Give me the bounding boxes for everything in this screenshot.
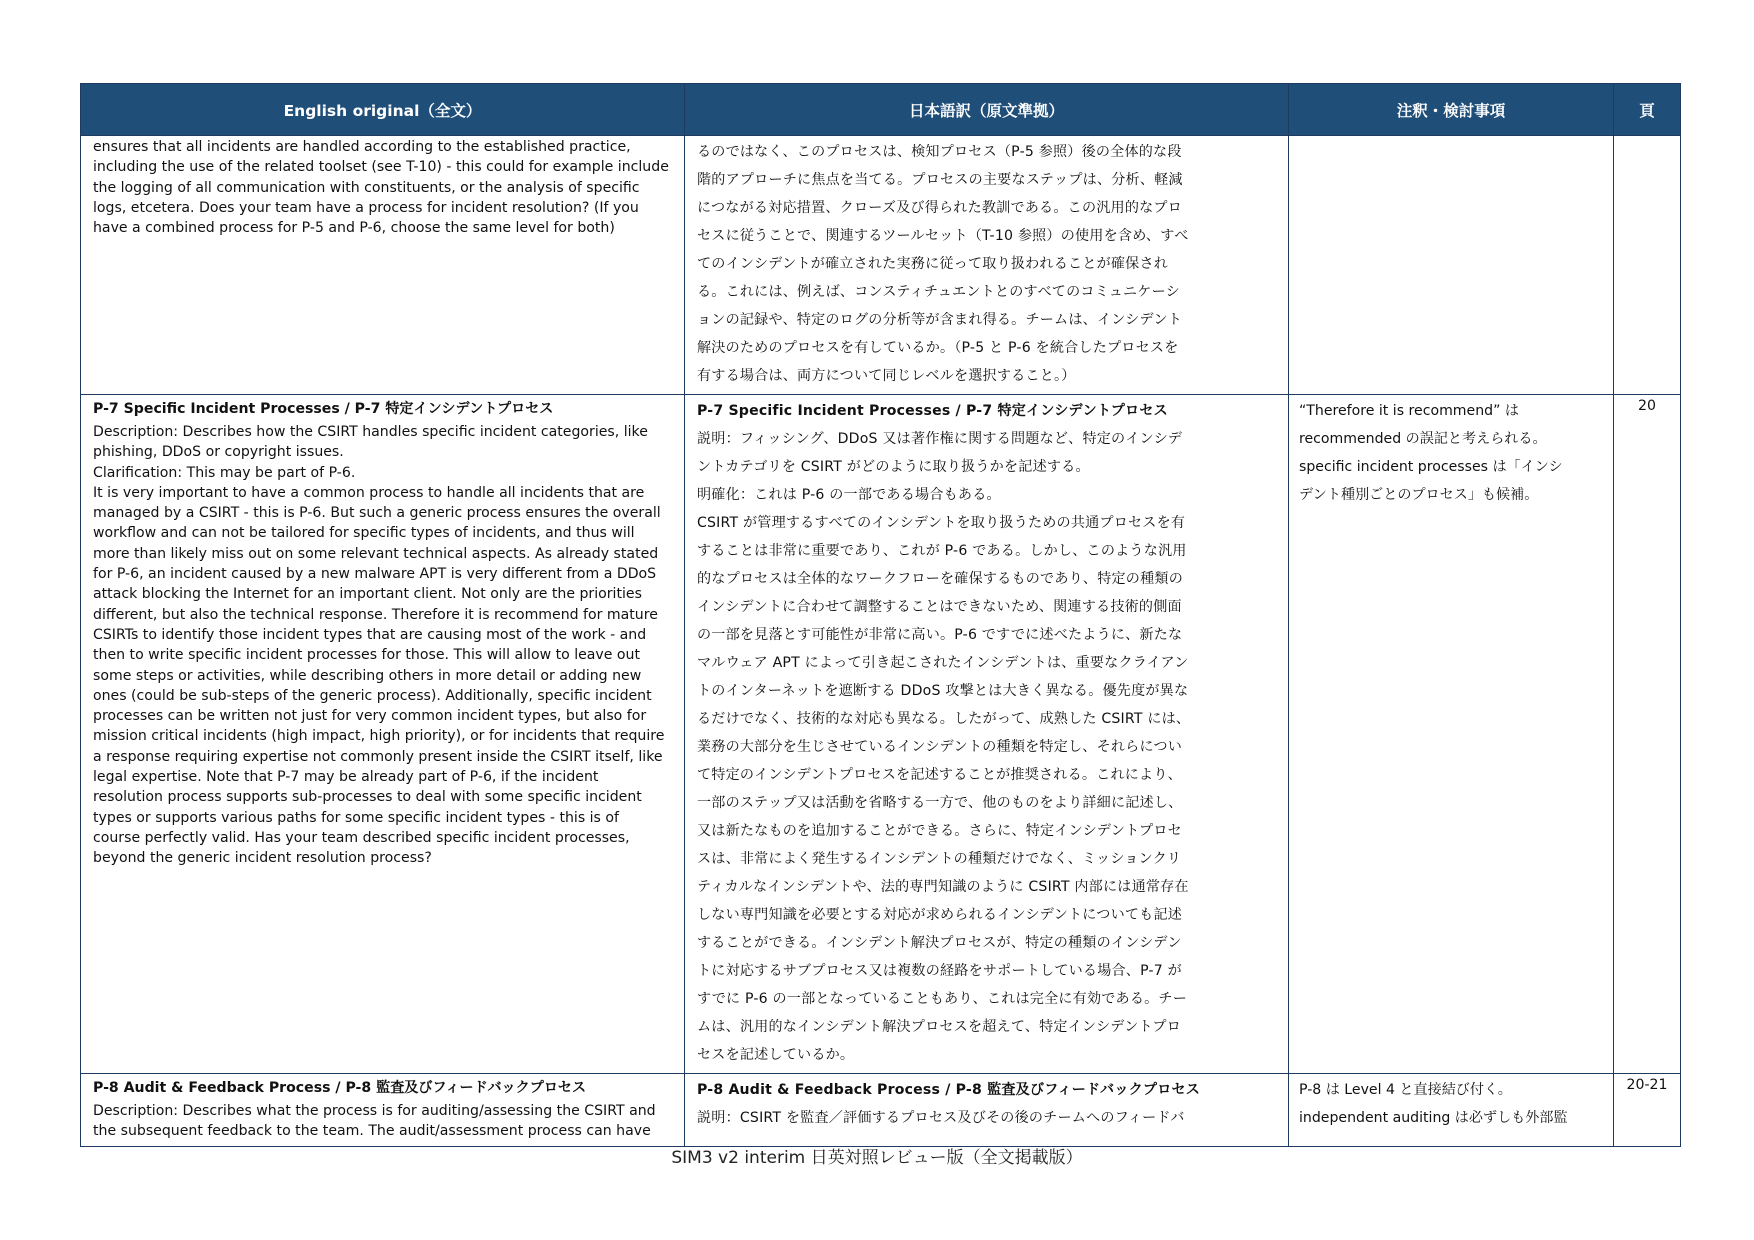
text-line: a response requiring expertise not commonly present inside the CSIRT itself, like	[93, 748, 663, 765]
text-line: 業務の大部分を生じさせているインシデントの種類を特定し、それらについ	[697, 739, 1183, 755]
table-row	[81, 395, 1681, 1074]
text-line: the logging of all communication with constituents, or the analysis of specific	[93, 179, 640, 196]
text-line: することができる。インシデント解決プロセスが、特定の種類のインシデン	[697, 935, 1182, 951]
text-line: 又は新たなものを追加することができる。さらに、特定インシデントプロセ	[697, 823, 1182, 839]
text-line: ensures that all incidents are handled according to the established practice,	[93, 139, 631, 155]
text-line: workflow and can not be tailored for specific types of incidents, and thus will	[93, 525, 635, 542]
text-line: につながる対応措置、クローズ及び得られた教訓である。この汎用的なプロ	[697, 200, 1182, 216]
text-line: すでに P-6 の一部となっていることもあり、これは完全に有効である。チー	[697, 991, 1188, 1007]
text-line: logs, etcetera. Does your team have a process for incident resolution? (If you	[93, 199, 639, 216]
text-line: legal expertise. Note that P-7 may be already part of P-6, if the incident	[93, 769, 599, 786]
text-line: 階的アプローチに焦点を当てる。プロセスの主要なステップは、分析、軽減	[697, 172, 1183, 188]
text-line: Clarification: This may be part of P-6.	[93, 464, 356, 481]
text-line: CSIRTs to identify those incident types that are causing most of the work - and	[93, 626, 647, 643]
text-line: It is very important to have a common process to handle all incidents that are	[93, 484, 645, 501]
page-footer: SIM3 v2 interim 日英対照レビュー版（全文掲載版）	[671, 1148, 1083, 1168]
text-line: るのではなく、このプロセスは、検知プロセス（P-5 参照）後の全体的な段	[697, 144, 1182, 160]
text-line: トに対応するサブプロセス又は複数の経路をサポートしている場合、P-7 が	[697, 963, 1182, 979]
notes-cell	[1289, 136, 1614, 395]
note-line: “Therefore it is recommend” は	[1299, 403, 1519, 419]
notes-cell	[1289, 395, 1614, 1074]
text-line: 明確化：これは P-6 の一部である場合もある。	[697, 487, 1001, 503]
note-line: デント種別ごとのプロセス」も候補。	[1299, 487, 1539, 503]
text-line: インシデントに合わせて調整することはできないため、関連する技術的側面	[697, 599, 1182, 615]
text-line: の一部を見落とす可能性が非常に高い。P-6 ですでに述べたように、新たな	[697, 627, 1183, 643]
text-line: managed by a CSIRT - this is P-6. But such a generic process ensures the overall	[93, 505, 661, 522]
table-row	[81, 1074, 1681, 1147]
text-line: CSIRT が管理するすべてのインシデントを取り扱うための共通プロセスを有	[697, 515, 1186, 531]
section-title: P-7 Specific Incident Processes / P-7 特定インシデントプロセス	[93, 401, 554, 417]
note-line: independent auditing は必ずしも外部監	[1299, 1110, 1568, 1126]
header-japanese-translation: 日本語訳（原文準拠）	[685, 84, 1289, 136]
text-line: 解決のためのプロセスを有しているか。（P-5 と P-6 を統合したプロセスを	[697, 340, 1179, 356]
text-line: types or supports various paths for some specific incident types - this is of	[93, 809, 619, 826]
text-line: てのインシデントが確立された実務に従って取り扱われることが確保され	[697, 256, 1169, 272]
text-line: 説明：フィッシング、DDoS 又は著作権に関する問題など、特定のインシデ	[697, 431, 1183, 447]
text-line: 一部のステップ又は活動を省略する一方で、他のものをより詳細に記述し、	[697, 795, 1183, 811]
text-line: ムは、汎用的なインシデント解決プロセスを超えて、特定インシデントプロ	[697, 1019, 1182, 1035]
text-line: 的なプロセスは全体的なワークフローを確保するものであり、特定の種類の	[697, 571, 1183, 587]
text-line: more than likely miss out on some relevant technical aspects. As already stated	[93, 545, 659, 562]
page-cell	[1614, 136, 1681, 395]
note-line: recommended の誤記と考えられる。	[1299, 431, 1547, 447]
page-cell: 20-21	[1614, 1074, 1681, 1147]
text-line: るだけでなく、技術的な対応も異なる。したがって、成熟した CSIRT には、	[697, 711, 1191, 727]
header-notes: 注釈・検討事項	[1289, 84, 1614, 136]
english-cell	[81, 136, 685, 395]
text-line: resolution process supports sub-processes to deal with some specific incident	[93, 789, 642, 806]
note-line: specific incident processes は「インシ	[1299, 459, 1563, 475]
table-header-row	[81, 84, 1681, 136]
text-line: mission critical incidents (high impact, high priority), or for incidents that require	[93, 728, 665, 745]
text-line: ティカルなインシデントや、法的専門知識のように CSIRT 内部には通常存在	[697, 879, 1189, 895]
table-row	[81, 136, 1681, 395]
comparison-table	[80, 83, 1681, 1147]
text-line: しない専門知識を必要とする対応が求められるインシデントについても記述	[697, 907, 1183, 923]
text-line: て特定のインシデントプロセスを記述することが推奨される。これにより、	[697, 767, 1182, 783]
text-line: Description: Describes what the process is for auditing/assessing the CSIRT and	[93, 1103, 656, 1119]
text-line: attack blocking the Internet for an important client. Not only are the priorities	[93, 586, 642, 603]
note-line: P-8 は Level 4 と直接結び付く。	[1299, 1082, 1512, 1098]
english-cell	[81, 395, 685, 1074]
english-cell	[81, 1074, 685, 1147]
text-line: スは、非常によく発生するインシデントの種類だけでなく、ミッションクリ	[697, 851, 1182, 867]
text-line: ones (could be sub-steps of the generic process). Additionally, specific incident	[93, 687, 652, 704]
japanese-cell	[685, 395, 1289, 1074]
page-cell: 20	[1614, 395, 1681, 1074]
text-line: including the use of the related toolset (see T-10) - this could for example include	[93, 159, 669, 176]
header-english-original: English original（全文）	[81, 84, 685, 136]
text-line: 説明：CSIRT を監査／評価するプロセス及びその後のチームへのフィードバ	[697, 1110, 1185, 1126]
text-line: for P-6, an incident caused by a new malware APT is very different from a DDoS	[93, 566, 657, 583]
japanese-cell	[685, 1074, 1289, 1147]
section-title: P-7 Specific Incident Processes / P-7 特定インシデントプロセス	[697, 403, 1168, 419]
text-line: course perfectly valid. Has your team described specific incident processes,	[93, 829, 630, 846]
text-line: る。これには、例えば、コンスティチュエントとのすべてのコミュニケーシ	[697, 284, 1180, 300]
text-line: セスを記述しているか。	[697, 1047, 855, 1063]
text-line: Description: Describes how the CSIRT handles specific incident categories, like	[93, 424, 648, 440]
text-line: することは非常に重要であり、これが P-6 である。しかし、このような汎用	[697, 543, 1187, 559]
header-page: 頁	[1614, 84, 1681, 136]
text-line: beyond the generic incident resolution process?	[93, 850, 432, 867]
japanese-cell	[685, 136, 1289, 395]
section-title: P-8 Audit & Feedback Process / P-8 監査及びフィードバックプロセス	[93, 1080, 587, 1096]
text-line: トのインターネットを遮断する DDoS 攻撃とは大きく異なる。優先度が異な	[697, 683, 1189, 699]
notes-cell	[1289, 1074, 1614, 1147]
text-line: phishing, DDoS or copyright issues.	[93, 444, 344, 461]
text-line: the subsequent feedback to the team. The audit/assessment process can have	[93, 1123, 651, 1140]
text-line: then to write specific incident processes for those. This will allow to leave out	[93, 647, 641, 664]
text-line: 有する場合は、両方について同じレベルを選択すること。）	[697, 368, 1076, 384]
text-line: ントカテゴリを CSIRT がどのように取り扱うかを記述する。	[697, 459, 1090, 475]
text-line: processes can be written not just for very common incident types, but also for	[93, 708, 647, 725]
text-line: some steps or activities, while describing others in more detail or adding new	[93, 667, 642, 684]
text-line: ョンの記録や、特定のログの分析等が含まれ得る。チームは、インシデント	[697, 312, 1183, 328]
text-line: マルウェア APT によって引き起こされたインシデントは、重要なクライアン	[697, 655, 1189, 671]
text-line: セスに従うことで、関連するツールセット（T-10 参照）の使用を含め、すべ	[697, 228, 1189, 244]
text-line: have a combined process for P-5 and P-6, choose the same level for both)	[93, 220, 615, 237]
section-title: P-8 Audit & Feedback Process / P-8 監査及びフィードバックプロセス	[697, 1082, 1201, 1098]
text-line: different, but also the technical response. Therefore it is recommend for mature	[93, 606, 658, 623]
